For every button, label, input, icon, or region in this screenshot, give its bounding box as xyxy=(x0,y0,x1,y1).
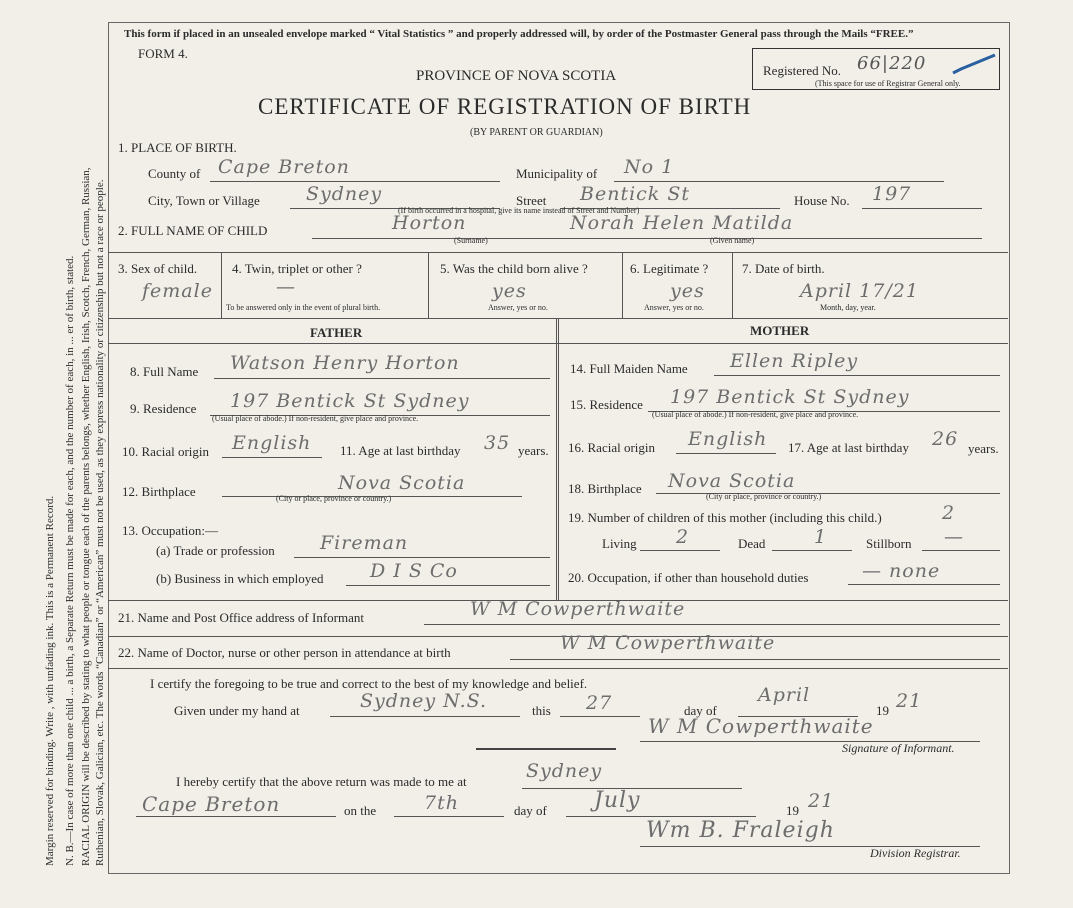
registrar-place: Sydney xyxy=(526,760,603,782)
father-race-value: English xyxy=(232,432,312,454)
legit-label: 6. Legitimate ? xyxy=(630,261,709,276)
father-race-label: 10. Racial origin xyxy=(122,444,210,459)
father-res-value: 197 Bentick St Sydney xyxy=(230,390,470,412)
page-title: CERTIFICATE OF REGISTRATION OF BIRTH xyxy=(258,94,752,119)
date-label: 7. Date of birth. xyxy=(742,261,825,276)
mother-res-value: 197 Bentick St Sydney xyxy=(670,386,910,408)
mother-living-value: 2 xyxy=(676,526,690,548)
margin-note-2: N. B.—In case of more than one child ... a birth, a Separate Return must be made for each, and the number of each, in ... er of birth, stated. xyxy=(64,255,76,866)
municipality-value: No 1 xyxy=(624,156,675,178)
certify-text: I certify the foregoing to be true and correct to the best of my knowledge and belief. xyxy=(150,676,588,691)
doctor-value: W M Cowperthwaite xyxy=(560,632,776,654)
margin-note-3: RACIAL ORIGIN will be described by stating to what people or tongue each of the parents belongs, whether English, Irish, Scotch, French, German, Russian, xyxy=(80,167,92,866)
surname-caption: (Surname) xyxy=(454,236,488,245)
mother-living-label: Living xyxy=(602,536,637,551)
county-label: County of xyxy=(148,166,201,181)
city-value: Sydney xyxy=(306,183,383,205)
mother-stillborn-value: — xyxy=(944,526,964,548)
margin-note-1: Margin reserved for binding. Write , with unfading ink. This is a Permanent Record. xyxy=(44,495,56,866)
registrar-county: Cape Breton xyxy=(142,792,281,816)
blue-check-mark xyxy=(949,51,999,79)
child-given-name: Norah Helen Matilda xyxy=(570,212,794,234)
father-name-value: Watson Henry Horton xyxy=(230,352,460,374)
father-bp-note: (City or place, province or country.) xyxy=(276,494,392,503)
twin-value: — xyxy=(276,276,296,298)
father-res-label: 9. Residence xyxy=(130,401,197,416)
date-note: Month, day, year. xyxy=(820,303,876,312)
father-trade-label: (a) Trade or profession xyxy=(156,543,275,558)
legit-value: yes xyxy=(670,280,705,302)
house-label: House No. xyxy=(794,193,850,208)
given-caption: (Given name) xyxy=(710,236,755,245)
father-name-label: 8. Full Name xyxy=(130,364,199,379)
county-value: Cape Breton xyxy=(218,156,350,178)
certify-dayof-label: day of xyxy=(684,703,717,718)
father-bp-value: Nova Scotia xyxy=(338,472,466,494)
alive-value: yes xyxy=(492,280,527,302)
mother-race-label: 16. Racial origin xyxy=(568,440,656,455)
mother-res-note: (Usual place of abode.) If non-resident, give place and province. xyxy=(652,410,859,419)
house-value: 197 xyxy=(872,183,912,205)
informant-signature: W M Cowperthwaite xyxy=(648,714,874,738)
mother-name-value: Ellen Ripley xyxy=(730,350,859,372)
registrar-year-prefix: 19 xyxy=(786,803,799,818)
mother-dead-label: Dead xyxy=(738,536,766,551)
header-note: This form if placed in an unsealed envelope marked “ Vital Statistics ” and properly addressed will, by order of the Postmaster General pass through the Mails “FREE.” xyxy=(124,28,914,40)
mother-bp-note: (City or place, province or country.) xyxy=(706,492,822,501)
place-heading: 1. PLACE OF BIRTH. xyxy=(118,140,237,155)
father-years: years. xyxy=(518,443,549,458)
mother-dead-value: 1 xyxy=(814,526,828,548)
registered-number: 66|220 xyxy=(857,53,927,74)
father-trade-value: Fireman xyxy=(320,532,409,554)
city-label: City, Town or Village xyxy=(148,193,260,208)
mother-stillborn-label: Stillborn xyxy=(866,536,912,551)
sex-value: female xyxy=(142,280,213,302)
father-res-note: (Usual place of abode.) If non-resident, give place and province. xyxy=(212,414,419,423)
street-label: Street xyxy=(516,193,547,208)
mother-age-value: 26 xyxy=(932,428,959,450)
registrar-text: I hereby certify that the above return was made to me at xyxy=(176,774,467,789)
registered-label: Registered No. xyxy=(763,63,841,78)
date-value: April 17/21 xyxy=(800,280,919,302)
form-number: FORM 4. xyxy=(138,46,188,61)
sex-label: 3. Sex of child. xyxy=(118,261,198,276)
given-under-label: Given under my hand at xyxy=(174,703,300,718)
mother-occ-label: 20. Occupation, if other than household duties xyxy=(568,570,809,585)
hospital-note: (If birth occurred in a hospital, give its name instead of Street and Number) xyxy=(398,206,640,215)
registrar-day: 7th xyxy=(424,792,459,814)
registrar-month: July xyxy=(594,788,641,813)
certify-this-label: this xyxy=(532,703,551,718)
informant-sig-caption: Signature of Informant. xyxy=(842,741,955,755)
province-heading: PROVINCE OF NOVA SCOTIA xyxy=(416,68,617,84)
registered-note: (This space for use of Registrar General only. xyxy=(815,79,961,88)
twin-note: To be answered only in the event of plural birth. xyxy=(226,303,381,312)
mother-children-label: 19. Number of children of this mother (including this child.) xyxy=(568,510,882,525)
municipality-label: Municipality of xyxy=(516,166,598,181)
father-biz-value: D I S Co xyxy=(370,560,458,582)
certify-year: 21 xyxy=(896,690,923,712)
father-age-label: 11. Age at last birthday xyxy=(340,443,461,458)
mother-heading: MOTHER xyxy=(750,323,810,338)
registrar-dayof-label: day of xyxy=(514,803,547,818)
certify-place: Sydney N.S. xyxy=(360,690,487,712)
mother-age-label: 17. Age at last birthday xyxy=(788,440,909,455)
father-age-value: 35 xyxy=(484,432,511,454)
certify-month: April xyxy=(758,684,811,706)
mother-res-label: 15. Residence xyxy=(570,397,643,412)
registrar-on-label: on the xyxy=(344,803,377,818)
mother-bp-value: Nova Scotia xyxy=(668,470,796,492)
father-biz-label: (b) Business in which employed xyxy=(156,571,324,586)
legit-note: Answer, yes or no. xyxy=(644,303,704,312)
alive-label: 5. Was the child born alive ? xyxy=(440,261,588,276)
father-occ-label: 13. Occupation:— xyxy=(122,523,219,538)
mother-years: years. xyxy=(968,441,999,456)
certify-year-prefix: 19 xyxy=(876,703,889,718)
registrar-signature: Wm B. Fraleigh xyxy=(646,818,835,843)
registrar-caption: Division Registrar. xyxy=(870,846,961,860)
margin-note-4: Ruthenian, Slovak, Galician, etc. The words “Canadian” or “American” must not be used, as they express nationality or citizenship but not a race or people. xyxy=(94,179,106,866)
certify-day: 27 xyxy=(586,692,613,714)
mother-children-value: 2 xyxy=(942,502,956,524)
informant-label: 21. Name and Post Office address of Informant xyxy=(118,610,364,625)
alive-note: Answer, yes or no. xyxy=(488,303,548,312)
doctor-label: 22. Name of Doctor, nurse or other person in attendance at birth xyxy=(118,645,451,660)
mother-bp-label: 18. Birthplace xyxy=(568,481,642,496)
child-surname: Horton xyxy=(392,212,467,234)
father-heading: FATHER xyxy=(310,325,363,340)
informant-value: W M Cowperthwaite xyxy=(470,598,686,620)
mother-race-value: English xyxy=(688,428,768,450)
page-subtitle: (BY PARENT OR GUARDIAN) xyxy=(470,127,603,138)
child-name-label: 2. FULL NAME OF CHILD xyxy=(118,223,268,238)
mother-occ-value: — none xyxy=(862,560,941,582)
registered-box xyxy=(752,48,1000,90)
mother-name-label: 14. Full Maiden Name xyxy=(570,361,688,376)
twin-label: 4. Twin, triplet or other ? xyxy=(232,261,362,276)
father-bp-label: 12. Birthplace xyxy=(122,484,196,499)
street-value: Bentick St xyxy=(580,183,691,205)
registrar-year: 21 xyxy=(808,790,835,812)
